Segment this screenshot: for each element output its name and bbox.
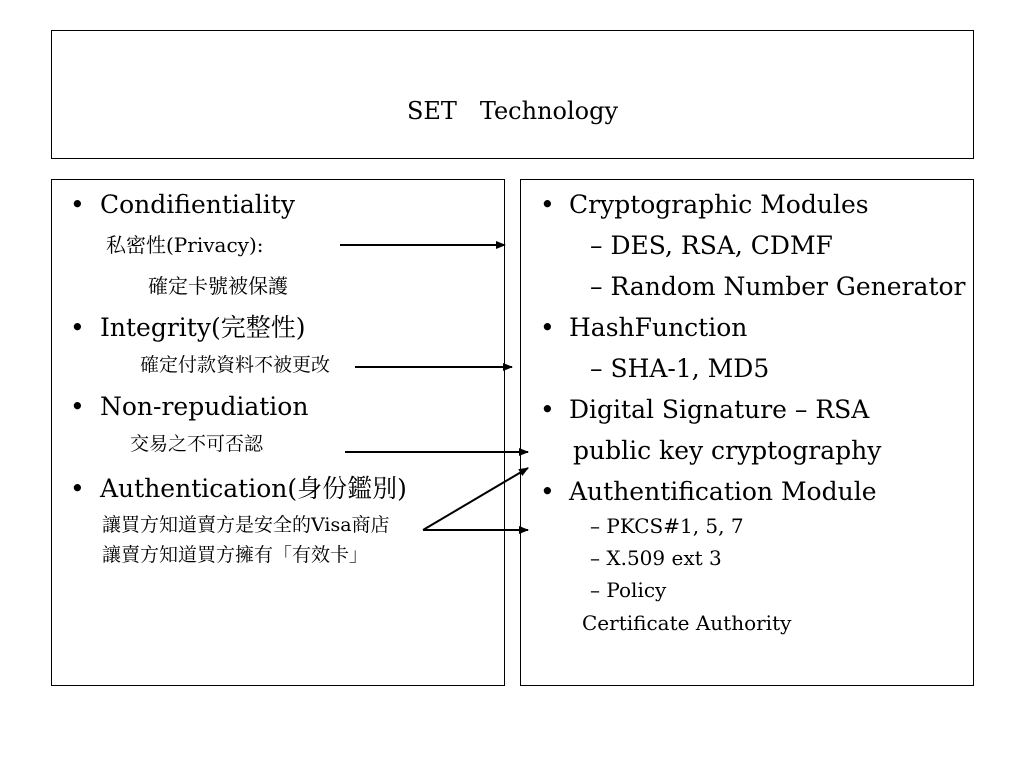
authentication-seller-line: 讓賣方知道買方擁有「有效卡」 — [102, 544, 369, 566]
bullet: • — [540, 395, 555, 424]
auth-module-x509: – X.509 ext 3 — [590, 546, 722, 570]
authentication-heading: Authentication(身份鑑別) — [100, 474, 407, 503]
privacy-description: 確定卡號被保護 — [148, 274, 288, 298]
signature-subtitle: public key cryptography — [573, 436, 882, 465]
crypto-rng: – Random Number Generator — [590, 272, 966, 301]
bullet: • — [540, 477, 555, 506]
crypto-heading: Cryptographic Modules — [569, 190, 869, 219]
bullet: • — [70, 190, 85, 219]
hash-algorithms: – SHA-1, MD5 — [590, 354, 770, 383]
non-repudiation-heading: Non-repudiation — [100, 392, 309, 421]
slide-title: SET Technology — [406, 97, 619, 125]
signature-heading: Digital Signature – RSA — [569, 395, 870, 424]
hash-heading: HashFunction — [569, 313, 748, 342]
auth-module-pkcs: – PKCS#1, 5, 7 — [590, 514, 744, 538]
integrity-heading: Integrity(完整性) — [100, 313, 306, 342]
integrity-description: 確定付款資料不被更改 — [140, 354, 331, 376]
bullet: • — [70, 313, 85, 342]
non-repudiation-description: 交易之不可否認 — [130, 433, 264, 455]
bullet: • — [70, 474, 85, 503]
auth-module-ca: Certificate Authority — [582, 611, 792, 635]
authentication-buyer-line: 讓買方知道賣方是安全的Visa商店 — [102, 514, 390, 536]
bullet: • — [70, 392, 85, 421]
privacy-label: 私密性(Privacy): — [106, 233, 264, 257]
crypto-algorithms: – DES, RSA, CDMF — [590, 231, 833, 260]
bullet: • — [540, 190, 555, 219]
title-box — [51, 30, 974, 159]
auth-module-heading: Authentification Module — [569, 477, 877, 506]
confidentiality-heading: Condifientiality — [100, 190, 295, 219]
bullet: • — [540, 313, 555, 342]
auth-module-policy: – Policy — [590, 578, 667, 602]
